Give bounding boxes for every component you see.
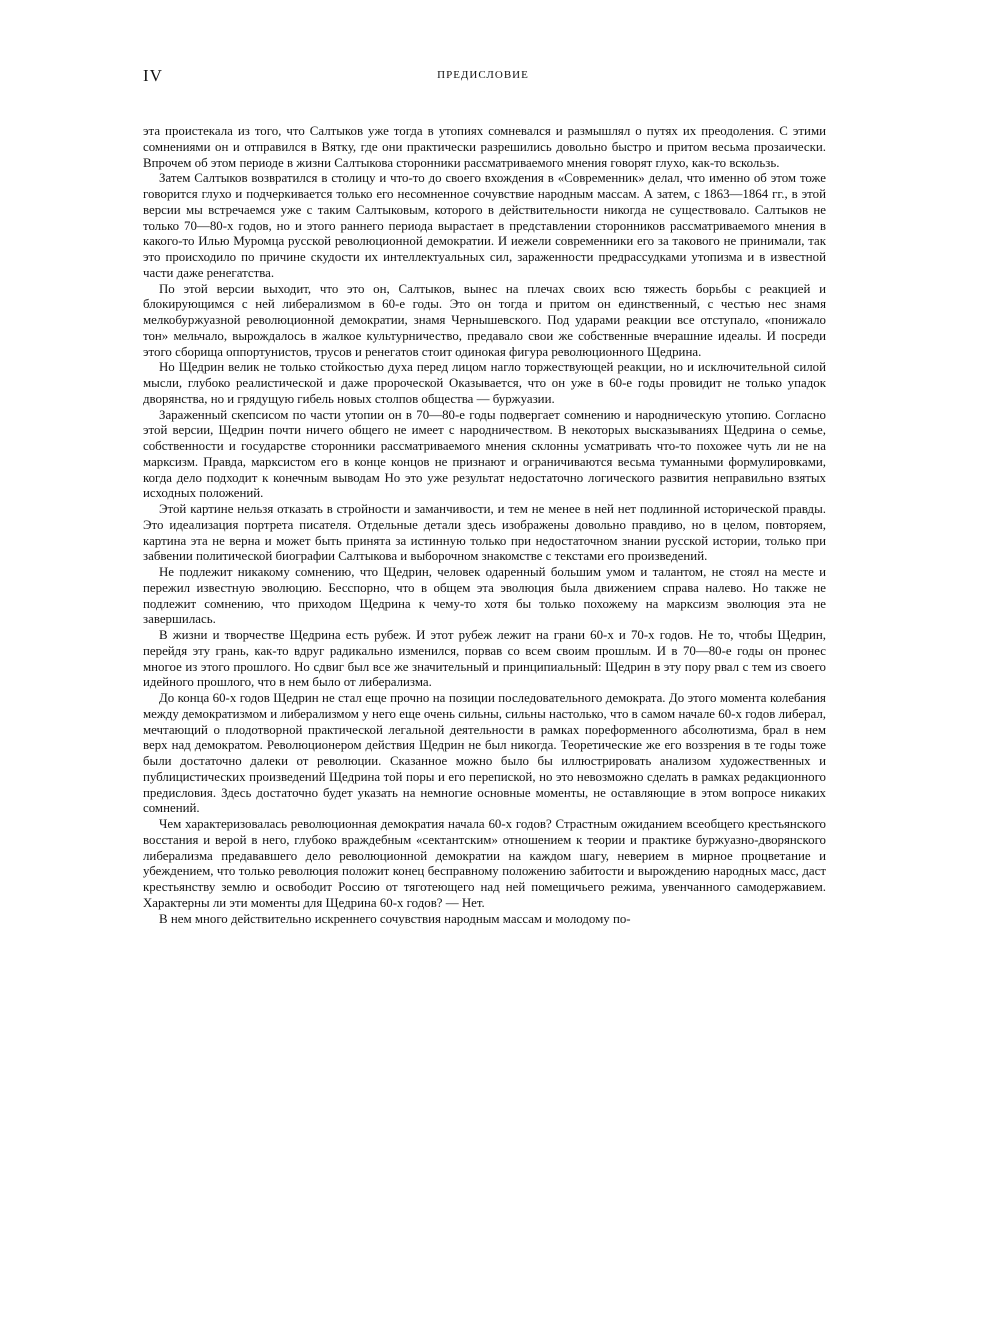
running-head <box>143 66 823 88</box>
paragraph: В жизни и творчестве Щедрина есть рубеж. И этот рубеж лежит на грани 60-х и 70-х годов. Не то, чтобы Щедрин, перейдя эту грань, как-то вдруг радикально изменился, порвав со всем своим прошлым. И в 70—80-е годы он пронес многое из этого прошлого. Но сдвиг был все же значительный и принципиальный: Щедрин в эту пору рвал с тем из своего идейного прошлого, что в нем было от либерализма. <box>143 628 826 690</box>
paragraph: Но Щедрин велик не только стойкостью духа перед лицом нагло торжествующей реакции, но и исключительной силой мысли, глубоко реалистической и даже пророческой Оказывается, что он уже в 60-е годы провидит не только упадок дворянства, но и грядущую гибель новых столпов общества — буржуазии. <box>143 360 826 406</box>
paragraph: Затем Салтыков возвратился в столицу и что-то до своего вхождения в «Современник» делал, что именно об этом тоже говорится глухо и подчеркивается только его несомненное сочувствие народным массам. А затем, с 1863—1864 гг., в этой версии мы встречаемся уже с таким Салтыковым, которого в действительности никогда не существовало. Салтыков не только 70—80-х годов, но и этого раннего периода вырастает в представлении сторонников рассматриваемого мнения в какого-то Илью Муромца русской революционной демократии. И иежели современники его за такового не принимали, так это происходило по причине скудости их интеллектуальных сил, зараженности предрассудками утопизма и в известной части даже ренегатства. <box>143 171 826 280</box>
paragraph: В нем много действительно искреннего сочувствия народным массам и молодому по- <box>159 911 631 926</box>
paragraph: Зараженный скепсисом по части утопии он в 70—80-е годы подвергает сомнению и народническую утопию. Согласно этой версии, Щедрин почти ничего общего не имеет с народничеством. В некоторых высказываниях Щедрина о семье, собственности и государстве сторонники рассматриваемого мнения склонны усматривать что-то похожее чуть ли не на марксизм. Правда, марксистом его в конце концов не признают и ограничиваются весьма туманными формулировками, когда дело подходит к конечным выводам Но это уже результат недостаточно логического развития неправильно взятых исходных положений. <box>143 407 826 501</box>
paragraph: Не подлежит никакому сомнению, что Щедрин, человек одаренный большим умом и талантом, не стоял на месте и пережил известную эволюцию. Бесспорно, что в общем эта эволюция была движением справа налево. Но также не подлежит сомнению, что приходом Щедрина к чему-то хотя бы только похожему на марксизм эволюция эта не завершилась. <box>143 565 826 627</box>
header-title: ПРЕДИСЛОВИЕ <box>437 69 529 81</box>
paragraph: эта проистекала из того, что Салтыков уже тогда в утопиях сомневался и размышлял о путях их преодоления. С этими сомнениями он и отправился в Вятку, где они практически разрешились довольно быстро и притом весьма прозаически. Впрочем об этом периоде в жизни Салтыкова сторонники рассматриваемого мнения говорят глухо, как-то вскользь. <box>143 124 826 170</box>
paragraph: По этой версии выходит, что это он, Салтыков, вынес на плечах своих всю тяжесть борьбы с реакцией и блокирующимся с ней либерализмом в 60-е годы. Это он тогда и притом он единственный, с честью нес знамя мелкобуржуазной революционной демократии, знамя Чернышевского. Под ударами реакции все отступало, «понижало тон» мельчало, вырождалось в жалкое культурничество, предавало свои же собственные вчерашние идеалы. И посреди этого сборища оппортунистов, трусов и ренегатов стоит одинокая фигура революционного Щедрина. <box>143 281 826 359</box>
paragraph: Чем характеризовалась революционная демократия начала 60-х годов? Страстным ожиданием всеобщего крестьянского восстания и верой в него, глубоко враждебным «сектантским» отношением к теории и практике буржуазно-дворянского либерализма предававшего дело революционной демократии на каждом шагу, неверием в мирное процветание и убеждением, что только революция положит конец бесправному положению забитости и вырождению народных масс, даст крестьянству землю и освободит Россию от тяготеющего над ней помещичьего режима, увенчанного самодержавием. Характерны ли эти моменты для Щедрина 60-х годов? — Нет. <box>143 817 826 910</box>
page-number: IV <box>143 66 163 85</box>
paragraph: Этой картине нельзя отказать в стройности и заманчивости, и тем не менее в ней нет подлинной исторической правды. Это идеализация портрета писателя. Отдельные детали здесь изображены довольно правдиво, но в целом, повторяем, картина эта не верна и может быть принята за истинную только при недостаточном знании русской истории, только при забвении политической биографии Салтыкова и выборочном знакомстве с текстами его произведений. <box>143 502 826 564</box>
paragraph: До конца 60-х годов Щедрин не стал еще прочно на позиции последовательного демократа. До этого момента колебания между демократизмом и либерализмом у него еще очень сильны, сильны настолько, что в самом начале 60-х годов либерал, мечтающий о плодотворной практической легальной деятельности в рамках пореформенного абсолютизма, брал в нем верх над демократом. Революционером действия Щедрин не был никогда. Теоретические же его воззрения в те годы тоже были достаточно далеки от революции. Сказанное можно было бы иллюстрировать анализом художественных и публицистических произведений Щедрина той поры и его перепиской, но это невозможно сделать в рамках редакционного предисловия. Здесь достаточно будет указать на немногие основные моменты, не оставляющие в этом вопросе никаких сомнений. <box>143 691 826 816</box>
body-text <box>143 124 826 927</box>
